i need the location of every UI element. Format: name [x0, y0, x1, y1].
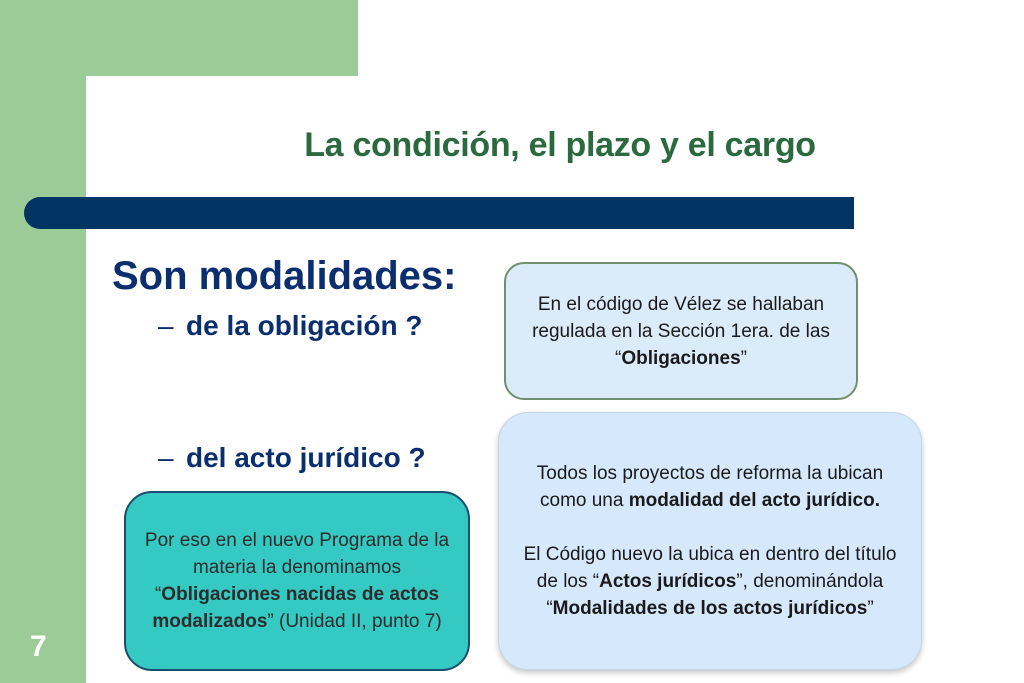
heading: Son modalidades:: [112, 254, 457, 298]
bullet-acto-juridico: [158, 442, 426, 474]
bullet-text: del acto jurídico ?: [186, 442, 426, 473]
proyectos-note-box: [498, 412, 922, 670]
programa-note-text: Por eso en el nuevo Programa de la materia la denominamos “Obligaciones nacidas de actos modalizados” (Unidad II, punto 7): [144, 530, 450, 632]
green-side-band: [0, 0, 86, 683]
page-number: 7: [30, 630, 47, 663]
programa-note-box: [124, 491, 470, 671]
bullet-text: de la obligación ?: [186, 310, 423, 341]
slide-title: La condición, el plazo y el cargo: [304, 126, 816, 164]
velez-note-box: [504, 262, 858, 400]
bullet-dash: –: [158, 442, 174, 473]
bullet-obligacion: [158, 310, 422, 342]
green-top-band: [0, 0, 358, 76]
velez-note-text: En el código de Vélez se hallaban regulada en la Sección 1era. de las “Obligaciones”: [532, 293, 830, 369]
bullet-dash: –: [158, 310, 174, 341]
title-underline-bar: [24, 197, 854, 229]
proyectos-paragraph-2: El Código nuevo la ubica en dentro del título de los “Actos jurídicos”, denominándola “Modalidades de los actos jurídicos”: [523, 544, 897, 619]
proyectos-paragraph-1: Todos los proyectos de reforma la ubican como una modalidad del acto jurídico.: [536, 463, 884, 511]
